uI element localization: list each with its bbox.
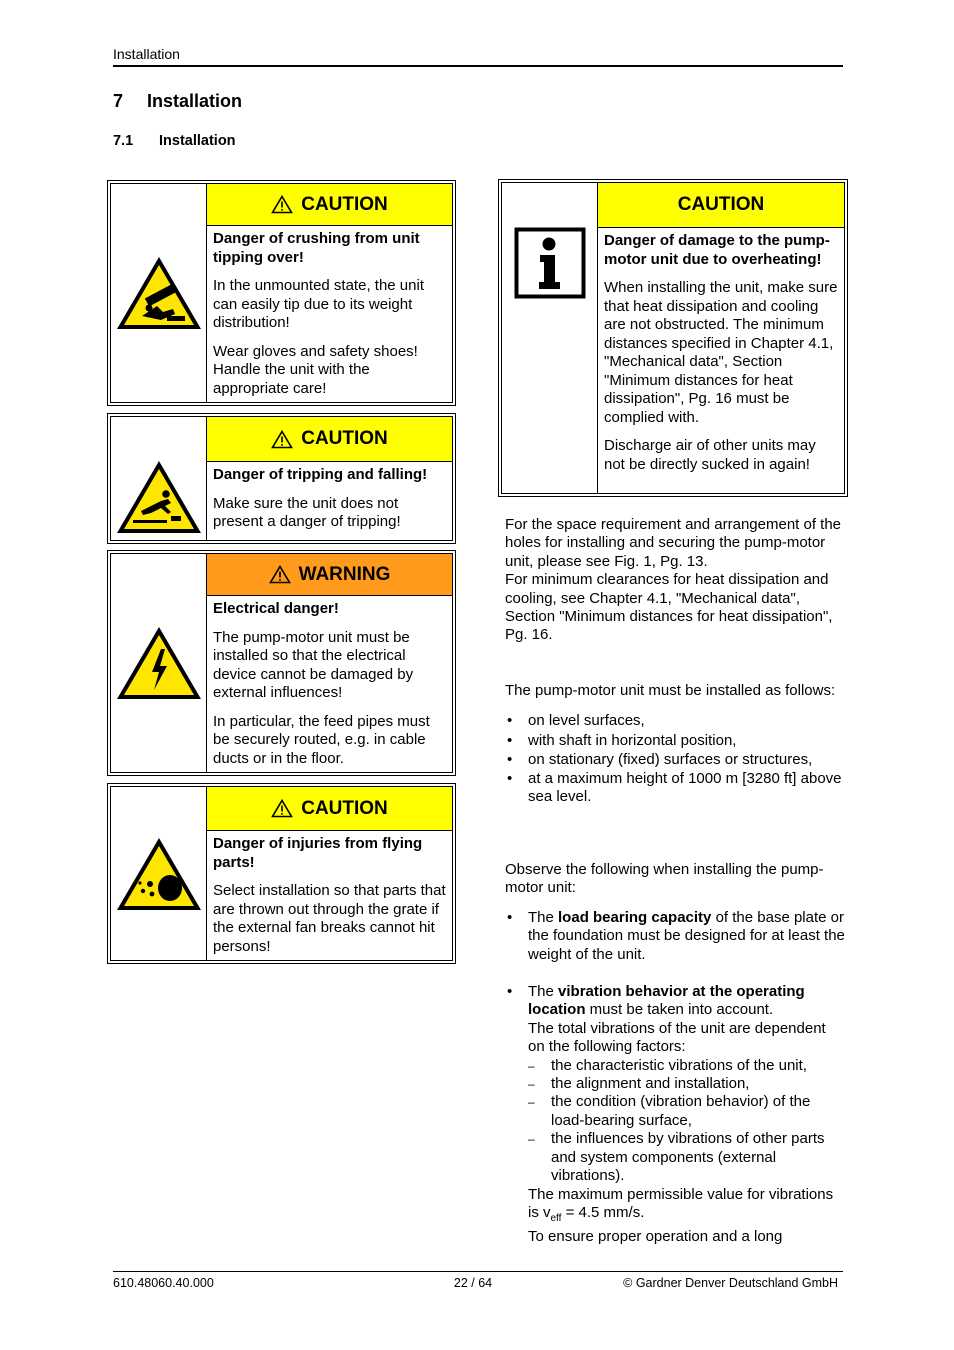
notice-title: Danger of injuries from flying parts! bbox=[213, 835, 423, 871]
section-heading bbox=[113, 91, 242, 112]
space-requirements-text bbox=[505, 516, 845, 645]
caution-notice-overheating bbox=[498, 179, 848, 497]
notice-paragraph: The pump-motor unit must be installed so that the electrical device cannot be damaged by external influences! bbox=[213, 628, 414, 701]
notice-banner bbox=[207, 417, 452, 462]
caution-notice-flying-parts bbox=[107, 783, 456, 964]
list-item bbox=[505, 983, 845, 1247]
notice-title: Danger of damage to the pump-motor unit due to overheating! bbox=[604, 232, 830, 268]
subsection-number: 7.1 bbox=[113, 133, 134, 149]
list-item: • on level surfaces, bbox=[505, 711, 845, 731]
warning-triangle-icon bbox=[271, 430, 293, 449]
page-number: 22 / 64 bbox=[453, 1276, 493, 1290]
warning-triangle-icon bbox=[269, 565, 291, 584]
notice-banner bbox=[207, 184, 452, 226]
text: = 4.5 mm/s. bbox=[561, 1203, 645, 1221]
footer-rule bbox=[113, 1271, 843, 1272]
warning-triangle-icon bbox=[271, 195, 293, 214]
paragraph: The pump-motor unit must be installed as follows: bbox=[505, 682, 836, 699]
notice-title: Danger of crushing from unit tipping over! bbox=[213, 230, 420, 266]
notice-level: CAUTION bbox=[301, 428, 388, 449]
list-item: • on stationary (fixed) surfaces or structures, bbox=[505, 750, 845, 770]
subscript: eff bbox=[550, 1212, 562, 1224]
caution-notice-tripping bbox=[107, 413, 456, 544]
notice-level: CAUTION bbox=[301, 193, 388, 215]
notice-title: Electrical danger! bbox=[213, 600, 339, 617]
section-title: Installation bbox=[147, 91, 243, 111]
subsection-title: Installation bbox=[159, 133, 236, 149]
notice-paragraph: In the unmounted state, the unit can easily tip due to its weight distribution! bbox=[213, 277, 424, 331]
tripping-hazard-icon bbox=[115, 458, 203, 536]
notice-icon-cell bbox=[111, 184, 207, 402]
subsection-heading bbox=[113, 133, 236, 149]
notice-icon-cell bbox=[502, 183, 598, 493]
list-item: • at a maximum height of 1000 m [3280 ft] above sea level. bbox=[505, 770, 845, 807]
notice-paragraph: In particular, the feed pipes must be securely routed, e.g. in cable ducts or in the floor. bbox=[213, 712, 430, 767]
list-item: • with shaft in horizontal position, bbox=[505, 731, 845, 751]
text: of the base plate or the foundation must be designed for at least the weight of the unit. bbox=[528, 908, 845, 963]
notice-banner bbox=[207, 554, 452, 596]
notice-title: Danger of tripping and falling! bbox=[213, 466, 428, 483]
paragraph: For the space requirement and arrangement of the holes for installing and securing the pump-motor unit, please see Fig. 1, Pg. 13. bbox=[505, 516, 842, 570]
conditions-list bbox=[505, 711, 845, 806]
crushing-hazard-icon bbox=[115, 254, 203, 332]
notice-paragraph: Discharge air of other units may not be directly sucked in again! bbox=[604, 437, 816, 473]
text: The bbox=[528, 908, 559, 926]
paragraph: Observe the following when installing the pump-motor unit: bbox=[505, 861, 824, 897]
flying-parts-hazard-icon bbox=[115, 835, 203, 913]
running-header: Installation bbox=[113, 46, 180, 62]
warning-triangle-icon bbox=[271, 799, 293, 818]
paragraph: To ensure proper operation and a long bbox=[528, 1228, 783, 1246]
list-item: – the alignment and installation, bbox=[528, 1075, 845, 1093]
information-icon bbox=[514, 227, 586, 299]
notice-level: WARNING bbox=[298, 563, 391, 585]
notice-icon-cell bbox=[111, 554, 207, 772]
factors-list bbox=[528, 1057, 845, 1186]
document-number: 610.48060.40.000 bbox=[113, 1276, 214, 1290]
header-rule bbox=[113, 65, 843, 67]
notice-level: CAUTION bbox=[677, 194, 765, 215]
notice-icon-cell bbox=[111, 417, 207, 540]
list-item: – the condition (vibration behavior) of the load-bearing surface, bbox=[528, 1093, 845, 1130]
list-item: – the influences by vibrations of other parts and system components (external vibrations). bbox=[528, 1130, 845, 1185]
notice-icon-cell bbox=[111, 787, 207, 960]
notice-paragraph: When installing the unit, make sure that heat dissipation and cooling are not obstructed. The minimum distances specified in Chapter 4.1, "Mechanical data", Section "Minimum distances for heat dissipation", Pg. 16 must be complied with. bbox=[604, 279, 838, 426]
paragraph: For minimum clearances for heat dissipation and cooling, see Chapter 4.1, "Mechanical data", Section "Minimum distances for heat dissipation", Pg. 16. bbox=[505, 571, 833, 644]
paragraph: The total vibrations of the unit are dependent on the following factors: bbox=[528, 1019, 826, 1056]
installation-observations bbox=[505, 861, 845, 1247]
notice-paragraph: Select installation so that parts that are thrown out through the grate if the external fan breaks cannot hit persons! bbox=[213, 882, 446, 955]
text: The bbox=[528, 983, 559, 1001]
section-number: 7 bbox=[113, 91, 124, 111]
notice-paragraph: Make sure the unit does not present a danger of tripping! bbox=[213, 494, 401, 530]
list-item: – the characteristic vibrations of the unit, bbox=[528, 1057, 845, 1075]
installation-conditions bbox=[505, 682, 845, 807]
max-vibration-text bbox=[528, 1186, 845, 1229]
electrical-hazard-icon bbox=[115, 624, 203, 702]
notice-paragraph: Wear gloves and safety shoes! Handle the unit with the appropriate care! bbox=[213, 342, 418, 397]
bold-text: vibration behavior at the operating location bbox=[528, 983, 805, 1019]
notice-banner bbox=[207, 787, 452, 831]
warning-notice-electrical bbox=[107, 550, 456, 776]
text: The maximum permissible value for vibrations is v bbox=[528, 1185, 834, 1221]
list-item bbox=[505, 909, 845, 964]
bold-text: load bearing capacity bbox=[558, 908, 712, 926]
caution-notice-crushing bbox=[107, 180, 456, 406]
copyright: © Gardner Denver Deutschland GmbH bbox=[623, 1276, 838, 1290]
notice-level: CAUTION bbox=[301, 797, 388, 819]
notice-banner bbox=[598, 183, 844, 228]
text: must be taken into account. bbox=[585, 1001, 774, 1019]
observations-list bbox=[505, 909, 845, 1247]
